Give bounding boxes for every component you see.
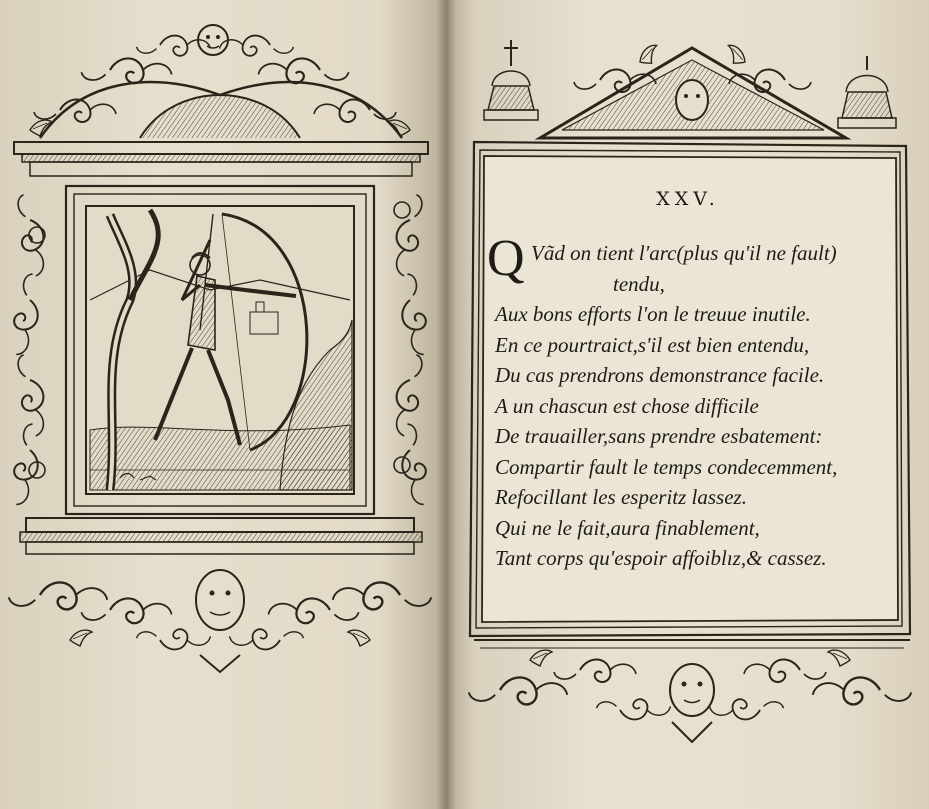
poem-line: Aux bons efforts l'on le treuue inutile.: [495, 302, 811, 326]
poem-line: tendu,: [613, 271, 665, 296]
poem-line: A un chascun est chose difficile: [495, 393, 759, 418]
poem-line: Refocillant les esperitz lassez.: [495, 485, 747, 509]
drop-cap: Q: [487, 230, 525, 287]
poem-line: Du cas prendrons demonstrance facile.: [495, 363, 825, 387]
chapter-number: XXV.: [656, 188, 720, 210]
poem: [495, 238, 890, 574]
poem-text-frame: [486, 160, 890, 612]
poem-line: Tant corps qu'espoir affoiblız,& cassez.: [495, 546, 827, 570]
poem-line: Vãd on tient l'arc(plus qu'il ne fault): [531, 241, 837, 265]
poem-line: En ce pourtraict,s'il est bien entendu,: [495, 332, 810, 357]
right-pediment-ornament: [484, 40, 896, 138]
left-bottom-ornament: [9, 570, 431, 672]
poem-line: Compartir fault le temps condecemment,: [495, 454, 838, 479]
right-bottom-ornament: [469, 640, 911, 742]
poem-line: De trauailler,sans prendre esbatement:: [495, 424, 823, 448]
left-crest-ornament: [30, 25, 410, 138]
poem-line: Qui ne le fait,aura finablement,: [495, 515, 760, 540]
